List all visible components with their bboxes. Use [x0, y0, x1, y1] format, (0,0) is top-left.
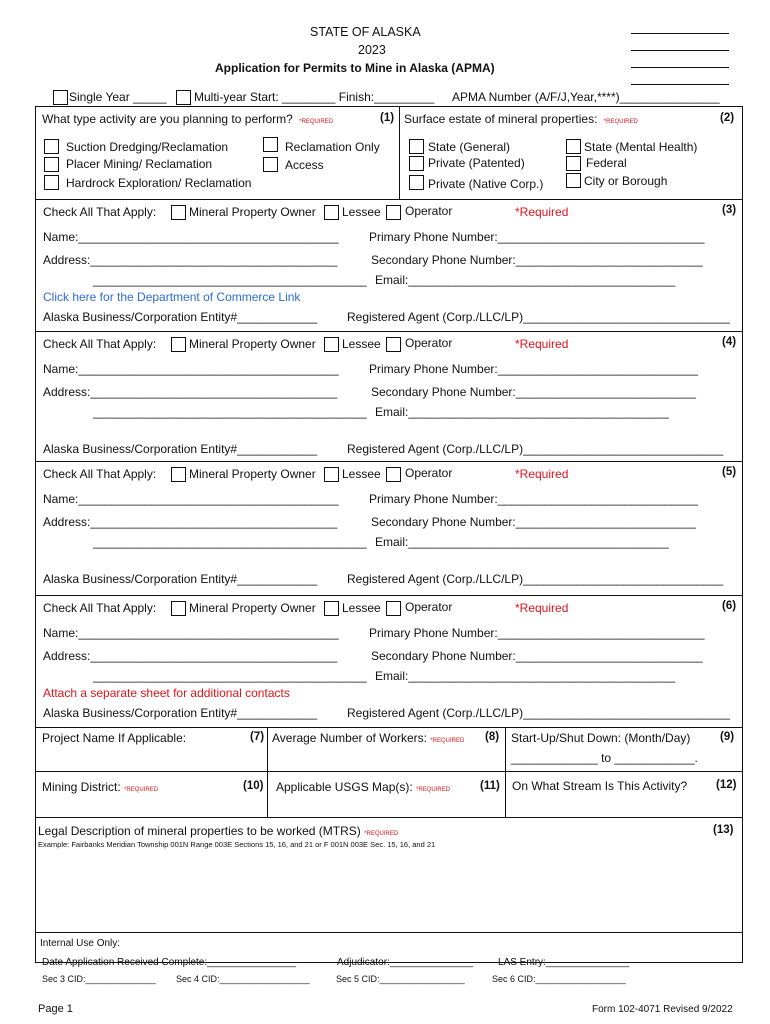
sec5-cid-field[interactable]: Sec 5 CID:_________________: [336, 974, 465, 984]
option-label: Suction Dredging/Reclamation: [66, 140, 229, 154]
surface-estate-question: [404, 112, 638, 126]
section-rule: [36, 595, 742, 596]
option-label: State (Mental Health): [584, 140, 698, 154]
adjudicator-field[interactable]: Adjudicator:_______________: [337, 957, 474, 968]
primary-phone-field[interactable]: Primary Phone Number:_______________________________: [369, 230, 705, 244]
section-rule: [36, 461, 742, 462]
question-text: Surface estate of mineral properties:: [404, 112, 598, 126]
section-number-8: (8): [485, 731, 500, 743]
option-label: Private (Native Corp.): [428, 177, 544, 191]
lessee-label: Lessee: [342, 205, 381, 219]
entity-number-field[interactable]: Alaska Business/Corporation Entity#____________: [43, 310, 318, 324]
internal-use-label: Internal Use Only:: [40, 938, 121, 949]
option-label: Federal: [586, 156, 627, 170]
multi-year-checkbox[interactable]: [176, 90, 191, 105]
check-all-label: Check All That Apply:: [43, 337, 157, 351]
secondary-phone-field[interactable]: Secondary Phone Number:____________________________: [371, 649, 703, 663]
workers-text: Average Number of Workers:: [272, 731, 427, 745]
form-number: Form 102-4071 Revised 9/2022: [592, 1004, 733, 1015]
email-field[interactable]: Email:_______________________________________: [375, 405, 669, 419]
address-field[interactable]: Address:_____________________________________: [43, 385, 338, 399]
section-number-2: (2): [720, 112, 735, 124]
hardrock-exploration-checkbox[interactable]: [44, 175, 59, 190]
address-field[interactable]: Address:_____________________________________: [43, 649, 338, 663]
las-entry-field[interactable]: LAS Entry:_______________: [498, 957, 630, 968]
project-name-label[interactable]: Project Name If Applicable:: [42, 731, 187, 745]
operator-label: Operator: [405, 336, 453, 350]
state-mental-health-checkbox[interactable]: [566, 139, 581, 154]
mining-district-label[interactable]: [42, 780, 158, 794]
section-rule: [36, 771, 742, 772]
name-field[interactable]: Name:_______________________________________: [43, 362, 339, 376]
owner-checkbox[interactable]: [171, 337, 186, 352]
address-field[interactable]: Address:_____________________________________: [43, 253, 338, 267]
entity-number-field[interactable]: Alaska Business/Corporation Entity#____________: [43, 442, 318, 456]
activity-type-question: [42, 112, 333, 126]
legal-description-label[interactable]: [38, 824, 398, 838]
startup-label[interactable]: Start-Up/Shut Down: (Month/Day): [511, 731, 691, 745]
section-number: (4): [722, 336, 737, 348]
operator-checkbox[interactable]: [386, 467, 401, 482]
district-text: Mining District:: [42, 780, 121, 794]
multi-year-label: Multi-year Start: ________ Finish:_________: [194, 90, 435, 104]
apma-number-field[interactable]: APMA Number (A/F/J,Year,****)_______________: [452, 90, 720, 104]
section-number: (6): [722, 600, 737, 612]
lessee-checkbox[interactable]: [324, 467, 339, 482]
address-line-2-field[interactable]: _________________________________________: [93, 273, 367, 287]
address-line-2-field[interactable]: _________________________________________: [93, 669, 367, 683]
section-rule: [36, 932, 742, 933]
stream-label[interactable]: On What Stream Is This Activity?: [512, 779, 688, 793]
city-borough-checkbox[interactable]: [566, 173, 581, 188]
operator-checkbox[interactable]: [386, 601, 401, 616]
legal-text: Legal Description of mineral properties to be worked (MTRS): [38, 824, 361, 838]
option-label: City or Borough: [584, 174, 668, 188]
required-text: *Required: [515, 205, 569, 219]
email-field[interactable]: Email:________________________________________: [375, 669, 676, 683]
option-label: Access: [285, 158, 324, 172]
section-number-10: (10): [243, 780, 264, 792]
access-checkbox[interactable]: [263, 157, 278, 172]
required-marker: *REQUIRED: [299, 119, 334, 125]
operator-label: Operator: [405, 204, 453, 218]
registered-agent-field[interactable]: Registered Agent (Corp./LLC/LP)_______________________________: [347, 706, 730, 720]
form-title: [215, 61, 495, 75]
required-text: *Required: [515, 337, 569, 351]
operator-label: Operator: [405, 466, 453, 480]
title-abbr: (APMA): [451, 61, 495, 75]
question-text: What type activity are you planning to perform?: [42, 112, 293, 126]
workers-label[interactable]: [272, 731, 464, 745]
section-number-11: (11): [480, 780, 500, 792]
required-marker: *REQUIRED: [124, 787, 159, 793]
registered-agent-field[interactable]: Registered Agent (Corp./LLC/LP)______________________________: [347, 442, 724, 456]
section-number: (3): [722, 204, 737, 216]
lessee-checkbox[interactable]: [324, 205, 339, 220]
commerce-link[interactable]: Click here for the Department of Commerce Link: [43, 290, 301, 304]
email-field[interactable]: Email:________________________________________: [375, 273, 676, 287]
legal-example: Example: Fairbanks Meridian Township 001N Range 003E Sections 15, 16, and 21 or F 001N 003E Sec. 15, 16, and 21: [38, 840, 436, 849]
title-text: Application for Permits to Mine in Alaska: [215, 61, 448, 75]
secondary-phone-field[interactable]: Secondary Phone Number:___________________________: [371, 385, 696, 399]
startup-dates-field[interactable]: _____________ to ____________.: [511, 751, 698, 765]
column-divider: [267, 727, 268, 817]
option-label: Reclamation Only: [285, 140, 380, 154]
sec4-cid-field[interactable]: Sec 4 CID:__________________: [176, 974, 310, 984]
section-rule: [36, 817, 742, 818]
section-number-13: (13): [713, 824, 734, 836]
entity-number-field[interactable]: Alaska Business/Corporation Entity#____________: [43, 706, 318, 720]
secondary-phone-field[interactable]: Secondary Phone Number:____________________________: [371, 253, 703, 267]
required-marker: *REQUIRED: [603, 119, 638, 125]
name-field[interactable]: Name:_______________________________________: [43, 626, 339, 640]
option-label: Private (Patented): [428, 156, 525, 170]
check-all-label: Check All That Apply:: [43, 467, 157, 481]
owner-label: Mineral Property Owner: [189, 601, 316, 615]
required-text: *Required: [515, 467, 569, 481]
address-line-2-field[interactable]: _________________________________________: [93, 405, 367, 419]
single-year-label: Single Year _____: [69, 90, 167, 104]
owner-checkbox[interactable]: [171, 205, 186, 220]
header-blank-line[interactable]: [631, 50, 729, 51]
owner-label: Mineral Property Owner: [189, 467, 316, 481]
owner-label: Mineral Property Owner: [189, 337, 316, 351]
column-divider: [505, 727, 506, 817]
check-all-label: Check All That Apply:: [43, 601, 157, 615]
address-field[interactable]: Address:_____________________________________: [43, 515, 338, 529]
section-number-1: (1): [380, 112, 395, 124]
option-label: State (General): [428, 140, 511, 154]
name-field[interactable]: Name:_______________________________________: [43, 230, 339, 244]
check-all-label: Check All That Apply:: [43, 205, 157, 219]
required-marker: *REQUIRED: [416, 787, 451, 793]
operator-label: Operator: [405, 600, 453, 614]
section-rule: [36, 199, 742, 200]
private-patented-checkbox[interactable]: [409, 156, 424, 171]
email-field[interactable]: Email:_______________________________________: [375, 535, 669, 549]
section-number-7: (7): [250, 731, 265, 743]
header-blank-line[interactable]: [631, 84, 729, 85]
federal-checkbox[interactable]: [566, 156, 581, 171]
section-rule: [36, 727, 742, 728]
page-number: Page 1: [38, 1003, 73, 1015]
sec3-cid-field[interactable]: Sec 3 CID:______________: [42, 974, 156, 984]
single-year-checkbox[interactable]: [53, 90, 68, 105]
owner-label: Mineral Property Owner: [189, 205, 316, 219]
entity-number-field[interactable]: Alaska Business/Corporation Entity#____________: [43, 572, 318, 586]
usgs-maps-label[interactable]: [276, 780, 450, 794]
section-number-9: (9): [720, 731, 735, 743]
lessee-checkbox[interactable]: [324, 601, 339, 616]
lessee-label: Lessee: [342, 467, 381, 481]
registered-agent-field[interactable]: Registered Agent (Corp./LLC/LP)______________________________: [347, 572, 724, 586]
usgs-text: Applicable USGS Map(s):: [276, 780, 413, 794]
lessee-label: Lessee: [342, 601, 381, 615]
reclamation-only-checkbox[interactable]: [263, 137, 278, 152]
suction-dredging-checkbox[interactable]: [44, 139, 59, 154]
contacts-note: Attach a separate sheet for additional contacts: [43, 686, 290, 700]
header-blank-line[interactable]: [631, 33, 729, 34]
owner-checkbox[interactable]: [171, 601, 186, 616]
lessee-checkbox[interactable]: [324, 337, 339, 352]
state-heading: STATE OF ALASKA: [310, 25, 421, 39]
required-marker: *REQUIRED: [364, 831, 399, 837]
option-label: Hardrock Exploration/ Reclamation: [66, 176, 252, 190]
operator-checkbox[interactable]: [386, 337, 401, 352]
section-number-12: (12): [716, 779, 737, 791]
lessee-label: Lessee: [342, 337, 381, 351]
name-field[interactable]: Name:_______________________________________: [43, 492, 339, 506]
header-blank-line[interactable]: [631, 67, 729, 68]
section-number: (5): [722, 466, 737, 478]
private-native-checkbox[interactable]: [409, 175, 424, 190]
required-text: *Required: [515, 601, 569, 615]
date-received-field[interactable]: Date Application Received Complete:________________: [42, 957, 297, 968]
operator-checkbox[interactable]: [386, 205, 401, 220]
primary-phone-field[interactable]: Primary Phone Number:______________________________: [369, 492, 698, 506]
placer-mining-checkbox[interactable]: [44, 157, 59, 172]
state-general-checkbox[interactable]: [409, 139, 424, 154]
sec6-cid-field[interactable]: Sec 6 CID:__________________: [492, 974, 626, 984]
section-rule: [36, 331, 742, 332]
owner-checkbox[interactable]: [171, 467, 186, 482]
required-marker: *REQUIRED: [430, 738, 465, 744]
option-label: Placer Mining/ Reclamation: [66, 157, 213, 171]
year-heading: 2023: [358, 43, 386, 57]
primary-phone-field[interactable]: Primary Phone Number:_______________________________: [369, 626, 705, 640]
secondary-phone-field[interactable]: Secondary Phone Number:___________________________: [371, 515, 696, 529]
section-divider: [399, 107, 400, 199]
primary-phone-field[interactable]: Primary Phone Number:______________________________: [369, 362, 698, 376]
registered-agent-field[interactable]: Registered Agent (Corp./LLC/LP)_______________________________: [347, 310, 730, 324]
address-line-2-field[interactable]: _________________________________________: [93, 535, 367, 549]
